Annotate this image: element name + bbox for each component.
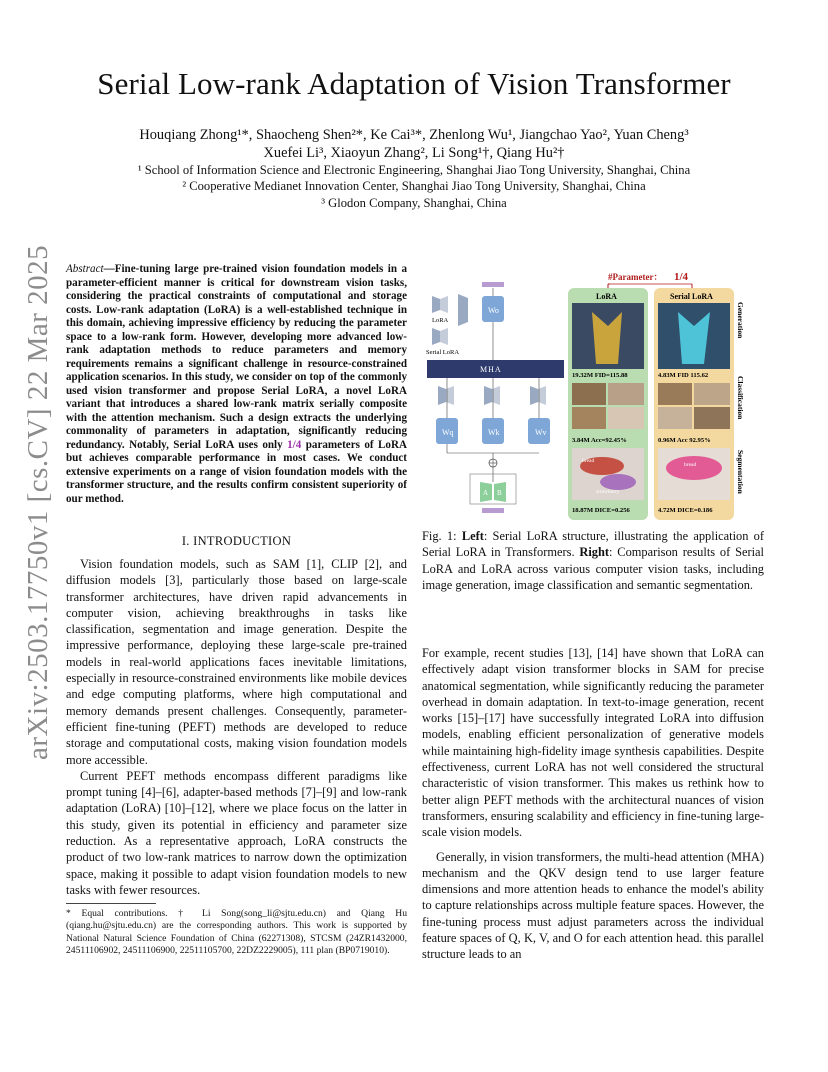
- wo-lora-left: [458, 294, 468, 326]
- paragraph: Current PEFT methods encompass different paradigms like prompt tuning [4]–[6], adapter-based methods [7]–[9] and low-rank adaptation (LoRA) [10]–[12], where we place focus on the latter in this study, given its potential in efficiency and parameter size reduction. As a representative approach, LoRA constructs the product of two low-rank matrices to narrow down the optimization space, making it possible to adapt vision foundation models to new tasks with fewer resources.: [66, 768, 407, 897]
- col-lora: LoRA: [596, 292, 617, 301]
- abstract-text-before: —Fine-tuning large pre-trained vision foundation models in a parameter-efficient manner is critical for downstream vision tasks, considering the practical constraints of computational and storage costs. Low-rank adaptation (LoRA) is a well-established technique in this domain, achieving impressive efficiency by reducing the parameter space to a low-rank form. However, developing more advanced low-rank adaptation methods to reduce parameters and memory requirements remains a significant challenge in resource-constrained application scenarios. In this study, we consider on top of the commonly used vision transformer and propose Serial LoRA, a novel LoRA variant that introduces a shared low-rank matrix serially composite with the attention mechanism. Such a design extracts the underlying commonality of parameters in adaptation, significantly reducing redundancy. Notably, Serial LoRA uses only: [66, 263, 407, 451]
- task-generation: Generation: [736, 302, 745, 339]
- wo-label: Wo: [488, 306, 499, 315]
- paragraph: For example, recent studies [13], [14] have shown that LoRA can effectively adapt vision transformer blocks in SAM for precise anatomical segmentation, while significantly reducing the parameter overhead in domain adaptation. In text-to-image generation, recent works [15]–[17] have successfully integrated LoRA into diffusion models, enabling efficient personalization of generative models while maintaining high-fidelity image synthesis capabilities. Despite effectiveness, current LoRA has not well considered the structural characteristic of vision transformer. This makes us rethink how to better align PEFT methods with the architectural nuances of vision transformers, ensuring scalability and efficiency in fine-tuning large-scale vision models.: [422, 646, 764, 840]
- gen-lora-metric: 19.32M FID=115.88: [572, 372, 628, 379]
- authors-line-2: Xuefei Li³, Xiaoyun Zhang², Li Song¹†, Qiang Hu²†: [263, 145, 565, 161]
- affiliation-3: ³ Glodon Company, Shanghai, China: [321, 196, 507, 210]
- caption-right-label: Right: [579, 545, 610, 560]
- svg-text:Wq: Wq: [442, 428, 454, 437]
- section-heading: I. INTRODUCTION: [181, 534, 292, 548]
- param-label: #Parameter：: [608, 272, 663, 282]
- affiliation-1: ¹ School of Information Science and Electronic Engineering, Shanghai Jiao Tong University, Shanghai, China: [137, 163, 691, 177]
- author-list: [90, 126, 738, 162]
- cls-img: [694, 407, 730, 429]
- seg-label: bread: [582, 458, 595, 464]
- b-label: B: [497, 489, 502, 497]
- caption-right-text: : Comparison results of Serial LoRA and LoRA across various computer vision tasks, including image generation, image classification and semantic segmentation.: [422, 545, 764, 592]
- svg-text:Wv: Wv: [535, 428, 547, 437]
- comparison-panel: [568, 271, 745, 520]
- seg-label: bread: [684, 462, 697, 468]
- caption-left-text: : Serial LoRA structure, illustrating the application of Serial LoRA in Transformers.: [422, 529, 764, 560]
- legend-lora: LoRA: [432, 317, 449, 324]
- mha-label: MHA: [480, 365, 502, 374]
- abstract-label: Abstract: [66, 263, 104, 275]
- paragraph: Vision foundation models, such as SAM [1], CLIP [2], and diffusion models [3], particularly those based on large-scale transformer architectures, have driven rapid advancements in computer vision, achieving breakthroughs in tasks like classification, segmentation and image generation. Despite the impressive performance, deploying these large-scale pre-trained models in real-world applications faces inevitable limitations, especially in resource-constrained environments like mobile devices and edge computing platforms, where high computational and memory demands present challenges. Consequently, parameter-efficient fine-tuning (PEFT) methods are developed to reduce storage and computational costs, making vision foundation models more accessible.: [66, 557, 407, 767]
- caption-left-label: Left: [461, 529, 484, 543]
- seg-label: strawberry: [596, 489, 620, 495]
- cls-img: [572, 407, 606, 429]
- abstract-highlight: 1/4: [287, 438, 302, 451]
- abstract: [66, 263, 407, 506]
- cls-lora-metric: 3.84M Acc=92.45%: [572, 437, 627, 444]
- cls-img: [694, 383, 730, 405]
- a-label: A: [483, 489, 489, 497]
- authors-line-1: Houqiang Zhong¹*, Shaocheng Shen²*, Ke Cai³*, Zhenlong Wu¹, Jiangchao Yao², Yuan Cheng³: [139, 127, 689, 143]
- cls-img: [608, 407, 644, 429]
- figure-caption: [422, 528, 764, 593]
- svg-text:Wk: Wk: [488, 428, 500, 437]
- caption-prefix: Fig. 1:: [422, 529, 462, 543]
- figure-graphic: [422, 268, 764, 520]
- cls-img: [658, 383, 692, 405]
- gen-serial-metric: 4.83M FID 115.62: [658, 372, 709, 379]
- paragraph: Generally, in vision transformers, the multi-head attention (MHA) mechanism and the QKV design tend to use larger feature dimensions and more attention heads to enhance the model's ability to capture relationships across multiple feature spaces. However, the fine-tuning process must adjust parameters across the individual feature spaces of Q, K, V, and O for each attention head. this parallel structure leads to an: [422, 849, 764, 962]
- footnote: * Equal contributions. † Li Song(song_li@sjtu.edu.cn) and Qiang Hu (qiang.hu@sjtu.edu.cn) are the corresponding authors. This work is supported by National Natural Science Foundation of China (62271308), STCSM (24ZR1432000, 24511106902, 24511106900, 22511105700, 22DZ2229005), 111 plan (BP0719010).: [66, 908, 407, 956]
- col-serial-lora: Serial LoRA: [670, 292, 713, 301]
- serial-lora-legend-icon: [432, 328, 448, 345]
- intro-left-column: [66, 556, 407, 898]
- output-bar: [482, 282, 504, 287]
- affiliation-2: ² Cooperative Medianet Innovation Center, Shanghai Jiao Tong University, Shanghai, China: [182, 179, 646, 193]
- lora-legend-icon: [432, 296, 448, 313]
- cls-img: [572, 383, 606, 405]
- seg-lora-metric: 18.87M DICE=0.256: [572, 507, 630, 514]
- param-value: 1/4: [674, 271, 689, 283]
- cls-img: [608, 383, 644, 405]
- abstract-text-after: parameters of LoRA but achieves comparable performance in most cases. We conduct extensive experiments on a range of vision foundation models with the transformer structure, and the results confirm consistent superiority of our method.: [66, 438, 407, 505]
- input-bar: [482, 508, 504, 513]
- figure-1: [422, 268, 764, 520]
- serial-lora-diagram: [426, 282, 564, 513]
- legend-serial-lora: Serial LoRA: [426, 349, 460, 356]
- paper-title: Serial Low-rank Adaptation of Vision Transformer: [97, 66, 731, 101]
- task-segmentation: Segmentation: [736, 450, 745, 494]
- seg-serial-metric: 4.72M DICE=0.186: [658, 507, 713, 514]
- footnote-divider: [66, 903, 156, 904]
- cls-serial-metric: 0.96M Acc 92.95%: [658, 437, 711, 444]
- cls-img: [658, 407, 692, 429]
- arxiv-identifier: arXiv:2503.17750v1 [cs.CV] 22 Mar 2025: [22, 244, 54, 760]
- task-classification: Classification: [736, 376, 745, 420]
- intro-right-column: [422, 645, 764, 963]
